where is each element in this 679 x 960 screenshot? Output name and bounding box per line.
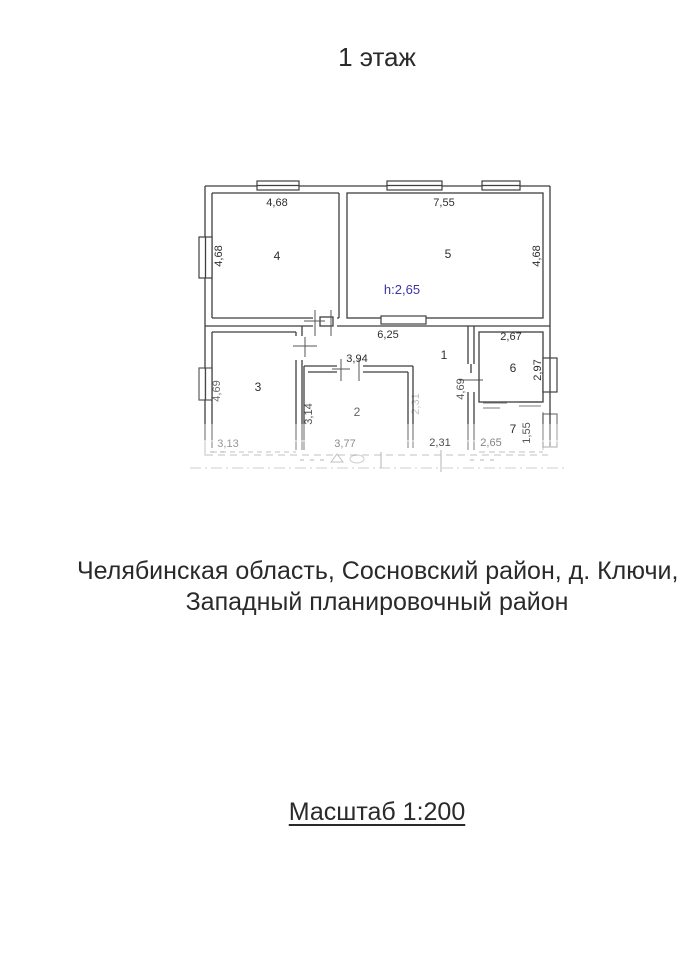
address-line-1: Челябинская область, Сосновский район, д. Ключи,	[77, 557, 679, 585]
window-room4-left	[199, 237, 212, 278]
hall-bottom-label: 2,31	[429, 437, 451, 449]
room6-number: 6	[509, 361, 517, 375]
room2-width-label: 3,94	[346, 353, 368, 365]
window-room5-top-left	[387, 181, 442, 190]
room5-height-label: 4,68	[531, 245, 543, 267]
room7-bottom-label: 2,65	[480, 437, 502, 449]
room3-bottom-label: 3,13	[217, 438, 239, 450]
room6-width-label: 2,67	[500, 331, 522, 343]
window-room4-top	[257, 181, 299, 190]
ceiling-height-label: h:2,65	[383, 282, 421, 297]
hall-side-label: 2,31	[410, 393, 422, 415]
window-room5-top-right	[482, 181, 520, 190]
room5-door-opening	[381, 316, 426, 324]
room4-height-label: 4,68	[213, 245, 225, 267]
hall-number: 1	[440, 348, 448, 362]
room2-bottom-label: 3,77	[334, 438, 356, 450]
room2-height-label: 3,14	[303, 403, 315, 425]
room6-height-label: 2,97	[532, 359, 544, 381]
room6-room7-divider	[483, 402, 541, 408]
room5-width-label: 7,55	[433, 197, 455, 209]
room5-number: 5	[444, 247, 452, 261]
address-line-2: Западный планировочный район	[185, 588, 569, 616]
floor-title: 1 этаж	[338, 42, 416, 72]
scale-label: Масштаб 1:200	[288, 798, 466, 826]
room7-height-label: 1,55	[521, 422, 533, 444]
room4-number: 4	[273, 249, 281, 263]
address-caption	[77, 556, 677, 618]
hall-width-label: 6,25	[377, 329, 399, 341]
room3-height-label: 4,69	[211, 380, 223, 402]
windows	[199, 181, 557, 447]
hall-height-label: 4,69	[455, 378, 467, 400]
room4-width-label: 4,68	[266, 197, 288, 209]
dimension-labels	[211, 197, 544, 450]
scale-note	[75, 798, 679, 827]
room3-number: 3	[254, 380, 262, 394]
window-room6-right	[543, 358, 557, 392]
room2-number: 2	[353, 405, 361, 419]
room7-number: 7	[509, 422, 517, 436]
